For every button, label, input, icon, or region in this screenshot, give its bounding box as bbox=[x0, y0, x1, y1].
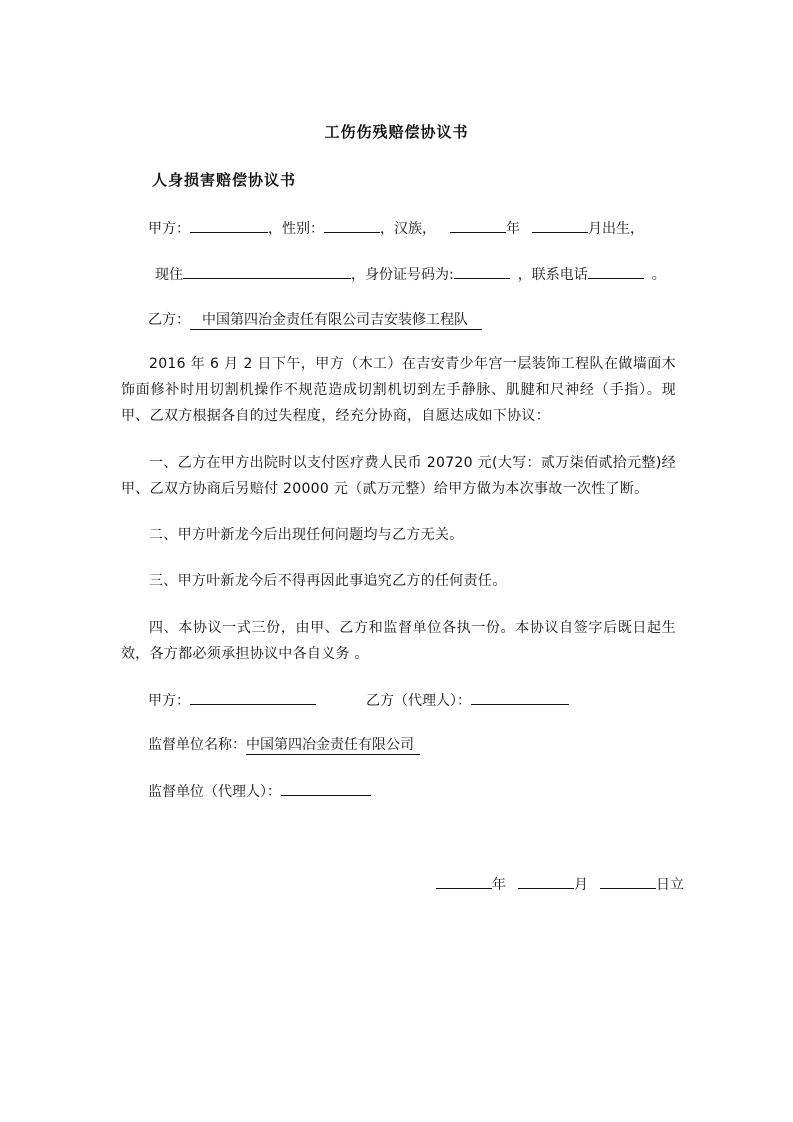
ethnicity-label: ，汉族， bbox=[380, 221, 436, 237]
party-a-name-blank[interactable] bbox=[190, 218, 268, 233]
address-label: 现住 bbox=[155, 267, 183, 283]
date-day-label: 日立 bbox=[656, 877, 684, 893]
date-month-blank[interactable] bbox=[518, 874, 574, 889]
birth-label: 月出生， bbox=[588, 221, 644, 237]
date-year-label: 年 bbox=[492, 877, 506, 893]
id-number-blank[interactable] bbox=[454, 264, 510, 279]
paragraph-incident: 2016 年 6 月 2 日下午，甲方（木工）在吉安青少年宫一层装饰工程队在做墙面木饰面修补时用切割机操作不规范造成切割机切到左手静脉、肌腱和尺神经（手指）。现甲、乙双方根据各自的过失程度，经充分协商，自愿达成如下协议： bbox=[121, 356, 676, 424]
paragraph-clause-1: 一、乙方在甲方出院时以支付医疗费人民币 20720 元(大写：贰万柒佰贰拾元整)经甲、乙双方协商后另赔付 20000 元（贰万元整）给甲方做为本次事故一次性了断。 bbox=[121, 455, 676, 497]
year-label: 年 bbox=[506, 221, 520, 237]
party-b-signature-blank[interactable] bbox=[471, 690, 569, 705]
supervisor-agent-line bbox=[148, 781, 371, 801]
paragraph-clause-4: 四、本协议一式三份，由甲、乙方和监督单位各执一份。本协议自签字后既日起生效，各方都必须承担协议中各自义务 。 bbox=[121, 620, 676, 662]
party-b-label: 乙方： bbox=[148, 312, 190, 328]
date-day-blank[interactable] bbox=[600, 874, 656, 889]
phone-blank[interactable] bbox=[588, 264, 644, 279]
party-a-line bbox=[148, 218, 644, 238]
address-blank[interactable] bbox=[183, 264, 351, 279]
party-a-signature-blank[interactable] bbox=[190, 690, 316, 705]
gender-blank[interactable] bbox=[324, 218, 380, 233]
date-line bbox=[436, 874, 684, 894]
gender-label: ，性别： bbox=[268, 221, 324, 237]
document-title: 工伤伤残赔偿协议书 bbox=[324, 123, 469, 141]
id-number-label: ，身份证号码为: bbox=[351, 267, 454, 283]
supervisor-agent-blank[interactable] bbox=[281, 781, 371, 796]
date-year-blank[interactable] bbox=[436, 874, 492, 889]
party-b-signature-label: 乙方（代理人）： bbox=[366, 693, 471, 709]
party-a-label: 甲方： bbox=[148, 221, 190, 237]
birth-month-blank[interactable] bbox=[532, 218, 588, 233]
document-subtitle: 人身损害赔偿协议书 bbox=[152, 171, 297, 189]
supervisor-name-line bbox=[148, 736, 420, 754]
paragraph-clause-2: 二、甲方叶新龙今后出现任何问题均与乙方无关。 bbox=[149, 527, 464, 543]
supervisor-agent-label: 监督单位（代理人）： bbox=[148, 784, 281, 800]
address-line bbox=[155, 264, 666, 284]
party-b-signature bbox=[366, 690, 569, 710]
party-a-signature bbox=[148, 690, 316, 710]
party-b-line bbox=[148, 311, 482, 329]
supervisor-name-value: 中国第四冶金责任有限公司 bbox=[246, 737, 420, 755]
party-b-value: 中国第四冶金责任有限公司吉安装修工程队 bbox=[190, 312, 482, 330]
birth-year-blank[interactable] bbox=[450, 218, 506, 233]
date-month-label: 月 bbox=[574, 877, 588, 893]
address-line-end: 。 bbox=[651, 267, 666, 283]
paragraph-clause-3: 三、甲方叶新龙今后不得再因此事追究乙方的任何责任。 bbox=[149, 573, 507, 589]
supervisor-name-label: 监督单位名称： bbox=[148, 737, 246, 753]
phone-label: ，联系电话 bbox=[517, 267, 588, 283]
party-a-signature-label: 甲方： bbox=[148, 693, 190, 709]
